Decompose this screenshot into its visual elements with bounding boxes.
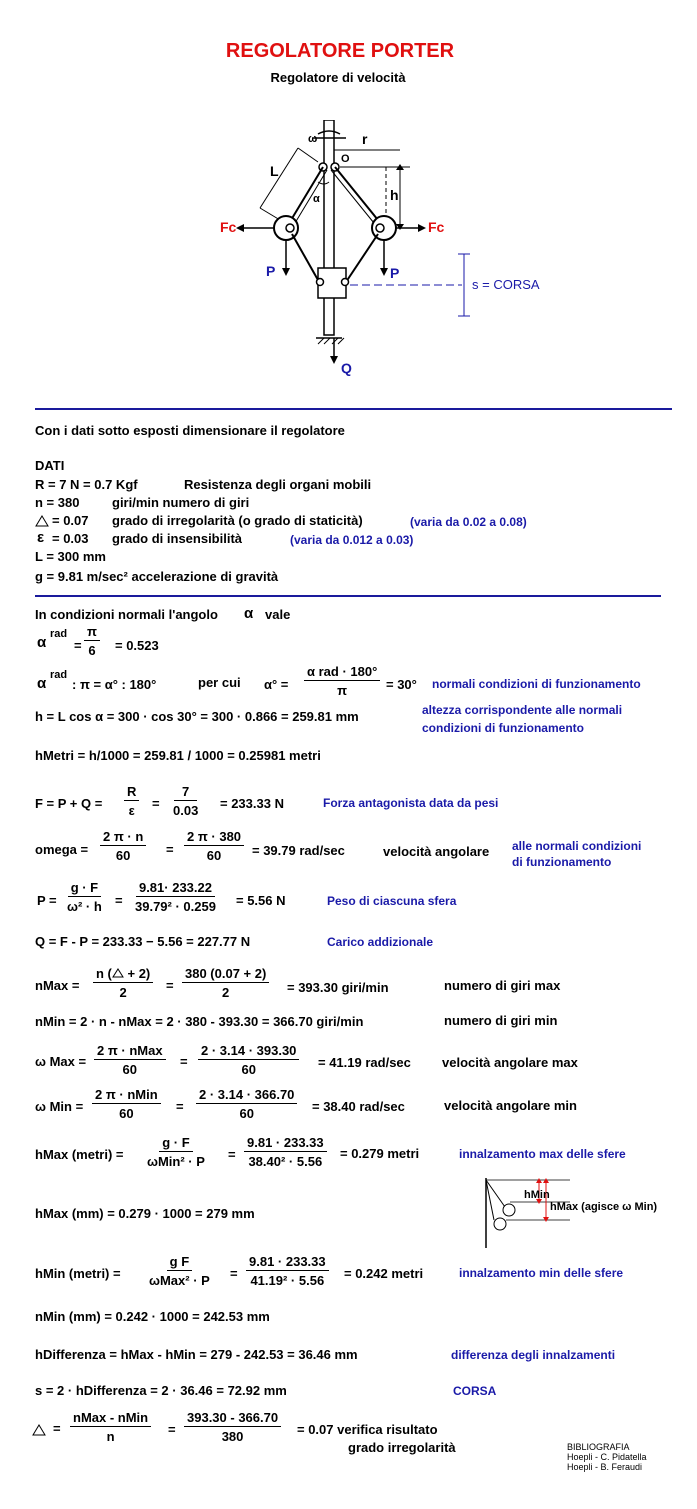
omega-desc: velocità angolare <box>383 844 490 859</box>
nmax-result: = 393.30 giri/min <box>287 980 389 995</box>
f-note: Forza antagonista data da pesi <box>323 796 499 810</box>
fc-right-label: Fc <box>428 219 445 235</box>
wmax-lhs: ω Max = <box>35 1054 87 1069</box>
corsa-label: s = CORSA <box>472 277 540 292</box>
a2-note: normali condizioni di funzionamento <box>432 677 641 691</box>
biblio-title: BIBLIOGRAFIA <box>567 1442 630 1452</box>
wmin-result: = 38.40 rad/sec <box>312 1099 405 1114</box>
dati-delta: = 0.07 <box>52 513 89 528</box>
a2-percui: per cui <box>198 675 241 690</box>
ver-frac-2: $\frac{393.30 - 366.70}{380}$ <box>184 1410 281 1444</box>
hmax-lhs: hMax (metri) = <box>35 1147 124 1162</box>
h-formula: h = L cos α = 300 · cos 30° = 300 · 0.866 = 259.81 mm <box>35 709 359 724</box>
wmax-result: = 41.19 rad/sec <box>318 1055 411 1070</box>
hmax-eq: = <box>228 1147 236 1162</box>
intro-text: Con i dati sotto esposti dimensionare il regolatore <box>35 423 345 438</box>
f-eq: = <box>152 796 160 811</box>
bibliography <box>567 1442 647 1472</box>
q-note: Carico addizionale <box>327 935 434 949</box>
p-note: Peso di ciascuna sfera <box>327 894 457 908</box>
q-formula: Q = F - P = 233.33 − 5.56 = 227.77 N <box>35 934 251 949</box>
angle-intro: In condizioni normali l'angolo <box>35 607 218 622</box>
nmax-frac-1: $\frac{n ( + 2)}{2}$ <box>93 966 153 1000</box>
hdiff-formula: hDifferenza = hMax - hMin = 279 - 242.53 = 36.46 mm <box>35 1347 358 1362</box>
fc-left-label: Fc <box>220 219 237 235</box>
biblio-line-1: Hoepli - C. Pidatella <box>567 1452 647 1462</box>
l-label: L <box>270 163 279 179</box>
omega-eq: = <box>166 842 174 857</box>
delta-icon <box>32 1424 46 1436</box>
omega-result: = 39.79 rad/sec <box>252 843 345 858</box>
nmin-formula: nMin = 2 · n - nMax = 2 · 380 - 393.30 = 366.70 giri/min <box>35 1014 364 1029</box>
nmax-desc: numero di giri max <box>444 978 561 993</box>
a1-frac: $\frac{\pi}{6}$ <box>84 624 100 658</box>
ver-frac-1: nMax - nMin n <box>70 1410 151 1444</box>
hmin-eq: = <box>230 1266 238 1281</box>
dati-delta-note: (varia da 0.02 a 0.08) <box>410 515 527 529</box>
nmax-frac-2: $\frac{380 (0.07 + 2)}{2}$ <box>182 966 269 1000</box>
a2-rest: : π = α° : 180° <box>72 677 157 692</box>
a1-result: = 0.523 <box>115 638 159 653</box>
spindle <box>324 120 334 335</box>
f-lhs: F = P + Q = <box>35 796 103 811</box>
a1-lhs: α <box>37 634 47 651</box>
hmax-note: innalzamento max delle sfere <box>459 1147 626 1161</box>
wmax-eq: = <box>180 1054 188 1069</box>
nmax-lhs: nMax = <box>35 978 80 993</box>
hdiff-note: differenza degli innalzamenti <box>451 1348 616 1362</box>
porter-governor-diagram <box>200 120 580 385</box>
dati-l: L = 300 mm <box>35 549 106 564</box>
h-label: h <box>390 187 399 203</box>
p-lhs: P = <box>37 893 57 908</box>
nmin-desc: numero di giri min <box>444 1013 558 1028</box>
nmin-mm: nMin (mm) = 0.242 · 1000 = 242.53 mm <box>35 1309 270 1324</box>
a2-sup: rad <box>50 669 68 681</box>
hmetri-formula: hMetri = h/1000 = 259.81 / 1000 = 0.25981 metri <box>35 748 321 763</box>
dati-n-desc: giri/min numero di giri <box>112 495 250 510</box>
p-result: = 5.56 N <box>236 893 286 908</box>
h-note-2: condizioni di funzionamento <box>422 721 584 735</box>
dati-delta-desc: grado di irregolarità (o grado di staticità) <box>112 513 363 528</box>
hmin-frac-1: g F ωMax² · P <box>149 1254 210 1288</box>
dati-eps-desc: grado di insensibilità <box>112 531 243 546</box>
wmin-frac-1: 2 π · nMin 60 <box>92 1087 161 1121</box>
a1-eq: = <box>74 638 82 653</box>
f-frac-2: $\frac{7}{0.03}$ <box>173 784 199 818</box>
a1-sup: rad <box>50 628 68 640</box>
wmax-frac-2: $\frac{2 \cdot 3.14 \cdot 393.30}{60}$ <box>198 1043 299 1077</box>
o-label: O <box>341 153 350 165</box>
hmin-note: innalzamento min delle sfere <box>459 1266 624 1280</box>
nmax-eq: = <box>166 978 174 993</box>
epsilon-symbol: ε <box>37 529 45 546</box>
wmin-frac-2: $\frac{2 \cdot 3.14 \cdot 366.70}{60}$ <box>196 1087 297 1121</box>
dati-r-desc: Resistenza degli organi mobili <box>184 477 372 492</box>
hmax-frac-1: g · F ωMin² · P <box>147 1135 205 1169</box>
ver-eq-2: = <box>168 1422 176 1437</box>
divider-middle <box>35 595 661 597</box>
hmax-frac-2: $\frac{9.81 \cdot 233.33}{\text{38.40² · 5.56}}$ <box>244 1135 327 1169</box>
h-note-1: altezza corrispondente alle normali <box>422 703 623 717</box>
p-left-label: P <box>266 263 276 279</box>
hmax-mm: hMax (mm) = 0.279 · 1000 = 279 mm <box>35 1206 255 1221</box>
hmax-result: = 0.279 metri <box>340 1146 420 1161</box>
omega-frac-2: $\frac{2 \pi \cdot 380}{60}$ <box>184 829 244 863</box>
ver-eq: = <box>53 1421 61 1436</box>
page-subtitle: Regolatore di velocità <box>270 70 406 85</box>
dati-heading: DATI <box>35 458 65 473</box>
a2-deg: α° = <box>264 677 289 692</box>
angle-vale: vale <box>265 607 291 622</box>
omega-frac-1: $\frac{2 \pi \cdot n}{60}$ <box>100 829 146 863</box>
wmin-eq: = <box>176 1099 184 1114</box>
omega-label: ω <box>308 133 318 145</box>
mini-hmax-label: hMax (agisce ω Min) <box>550 1201 658 1213</box>
angle-alpha: α <box>244 605 254 622</box>
hmin-frac-2: $\frac{9.81 \cdot 233.33}{\text{41.19² · 5.56}}$ <box>246 1254 329 1288</box>
divider-top <box>35 408 672 410</box>
q-label: Q <box>341 360 352 376</box>
f-result: = 233.33 N <box>220 796 284 811</box>
wmax-frac-1: 2 π · nMax 60 <box>94 1043 166 1077</box>
f-frac-1: $\frac{R}{\varepsilon}$ <box>124 784 139 818</box>
p-eq: = <box>115 893 123 908</box>
wmin-lhs: ω Min = <box>35 1099 84 1114</box>
s-formula: s = 2 · hDifferenza = 2 · 36.46 = 72.92 mm <box>35 1383 287 1398</box>
page-title: REGOLATORE PORTER <box>225 40 455 62</box>
omega-note-1: alle normali condizioni <box>512 839 642 853</box>
delta-icon <box>112 968 124 978</box>
ver-result-2: grado irregolarità <box>348 1440 456 1455</box>
p-right-label: P <box>390 265 400 281</box>
dati-r: R = 7 N = 0.7 Kgf <box>35 477 138 492</box>
ver-result: = 0.07 verifica risultato <box>297 1422 438 1437</box>
hmin-lhs: hMin (metri) = <box>35 1266 121 1281</box>
delta-icon <box>35 515 49 527</box>
omega-note-2: di funzionamento <box>512 855 612 869</box>
p-frac-2: $\frac{9.81\cdot 233.22}{\text{39.79² · 0.259}}$ <box>135 880 216 914</box>
alpha-label: α <box>313 193 320 205</box>
hmin-result: = 0.242 metri <box>344 1266 424 1281</box>
omega-lhs: omega = <box>35 842 89 857</box>
a2-lhs: α <box>37 675 47 692</box>
dati-n: n = 380 <box>35 495 80 510</box>
a2-frac: α rad · 180° π <box>304 664 380 698</box>
p-frac-1: $\frac{g \cdot F}{\text{ω² · h}}$ <box>67 880 102 914</box>
biblio-line-2: Hoepli - B. Feraudi <box>567 1462 643 1472</box>
ball-lift-diagram <box>480 1170 692 1250</box>
mini-hmin-label: hMin <box>524 1189 550 1201</box>
a2-result: = 30° <box>386 677 417 692</box>
r-label: r <box>362 131 368 147</box>
wmax-desc: velocità angolare max <box>442 1055 578 1070</box>
wmin-desc: velocità angolare min <box>444 1098 577 1113</box>
dati-g: g = 9.81 m/sec² accelerazione di gravità <box>35 569 279 584</box>
dati-eps: = 0.03 <box>52 531 89 546</box>
s-note: CORSA <box>453 1384 497 1398</box>
dati-eps-note: (varia da 0.012 a 0.03) <box>290 533 414 547</box>
